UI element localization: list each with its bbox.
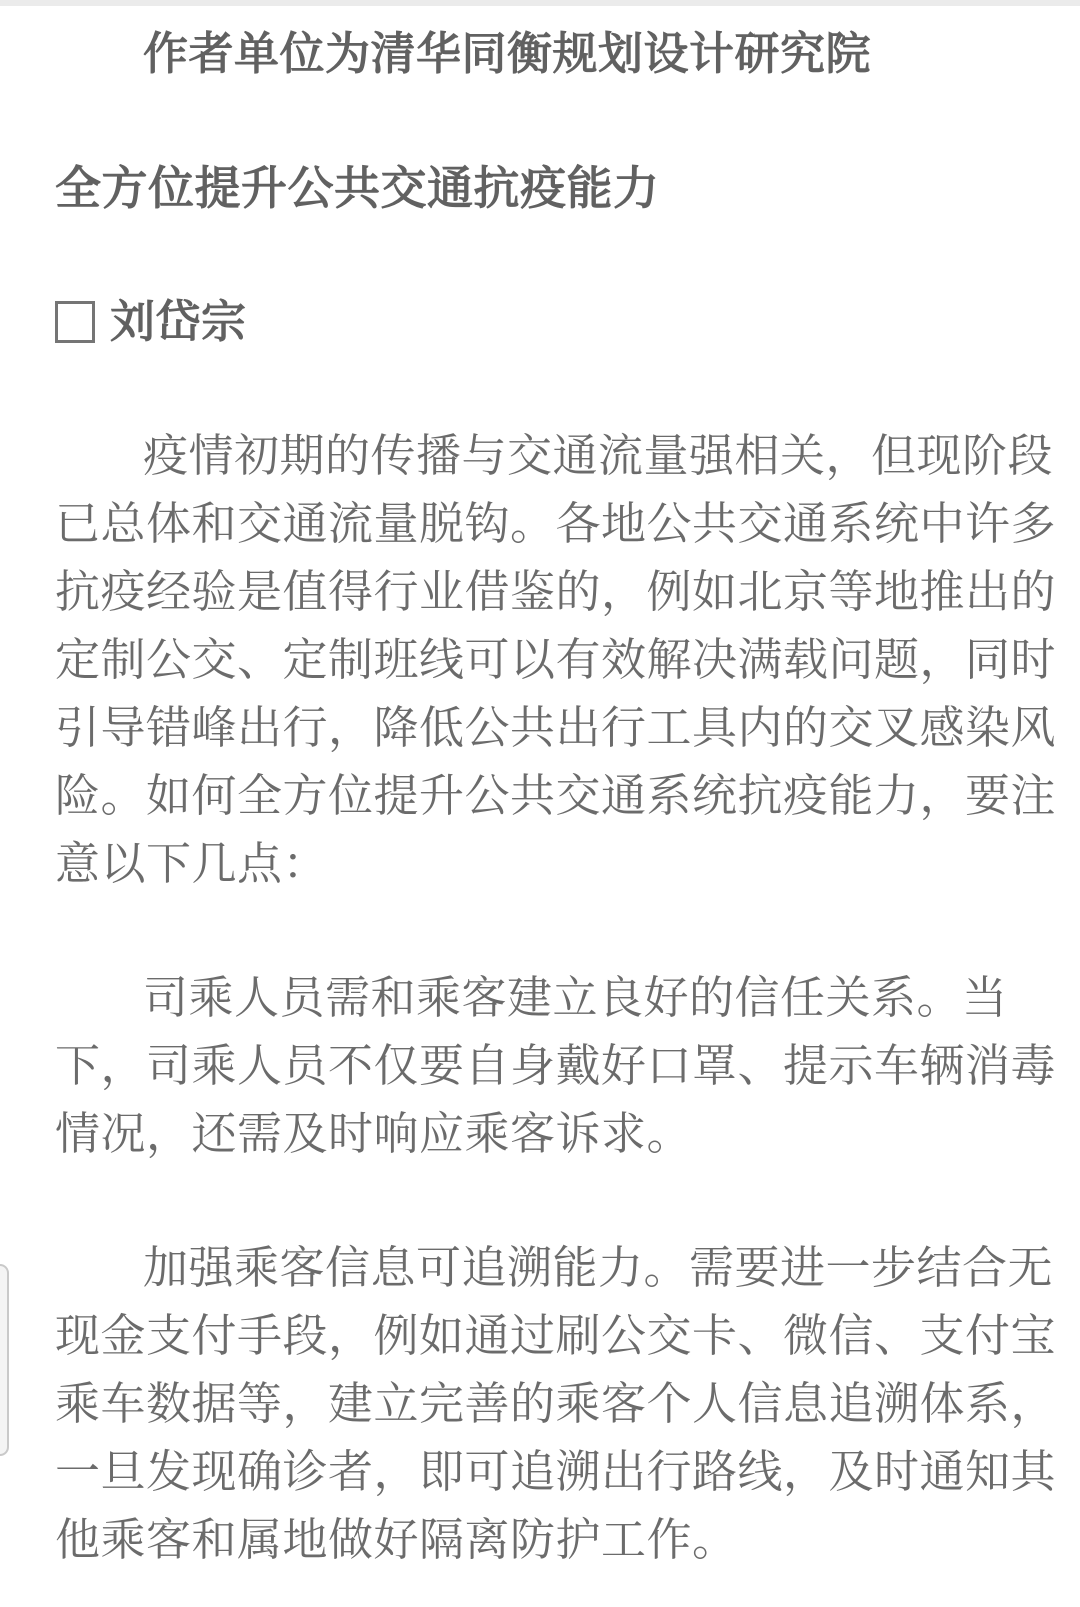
text-line: 险。如何全方位提升公共交通系统抗疫能力，要注 — [55, 770, 1057, 821]
paragraphs-container — [55, 422, 1057, 1574]
text-line: 加强乘客信息可追溯能力。需要进一步结合无 — [143, 1242, 1054, 1293]
text-line: 他乘客和属地做好隔离防护工作。 — [55, 1514, 738, 1565]
text-line: 现金支付手段，例如通过刷公交卡、微信、支付宝 — [55, 1310, 1057, 1361]
text-line: 下，司乘人员不仅要自身戴好口罩、提示车辆消毒 — [55, 1040, 1057, 1091]
text-line: 情况，还需及时响应乘客诉求。 — [55, 1108, 693, 1159]
author-row — [55, 288, 1025, 356]
paragraph — [55, 422, 1057, 898]
author-name: 刘岱宗 — [110, 296, 247, 347]
top-edge-bar — [0, 0, 1080, 6]
text-line: 已总体和交通流量脱钩。各地公共交通系统中许多 — [55, 498, 1057, 549]
author-marker-box — [55, 301, 95, 343]
byline: 作者单位为清华同衡规划设计研究院 — [143, 28, 872, 79]
text-line: 一旦发现确诊者，即可追溯出行路线，及时通知其 — [55, 1446, 1057, 1497]
paragraph — [55, 964, 1057, 1168]
text-line: 乘车数据等，建立完善的乘客个人信息追溯体系， — [55, 1378, 1057, 1429]
text-line: 意以下几点： — [55, 838, 329, 889]
text-line: 定制公交、定制班线可以有效解决满载问题，同时 — [55, 634, 1057, 685]
article-title: 全方位提升公共交通抗疫能力 — [55, 162, 660, 214]
text-line: 司乘人员需和乘客建立良好的信任关系。当 — [143, 972, 1008, 1023]
text-line: 引导错峰出行，降低公共出行工具内的交叉感染风 — [55, 702, 1057, 753]
article-content — [55, 20, 1057, 1607]
text-line: 抗疫经验是值得行业借鉴的，例如北京等地推出的 — [55, 566, 1057, 617]
paragraph — [55, 1234, 1057, 1574]
text-line: 疫情初期的传播与交通流量强相关，但现阶段 — [143, 430, 1054, 481]
scrollbar-handle[interactable] — [0, 1264, 9, 1456]
